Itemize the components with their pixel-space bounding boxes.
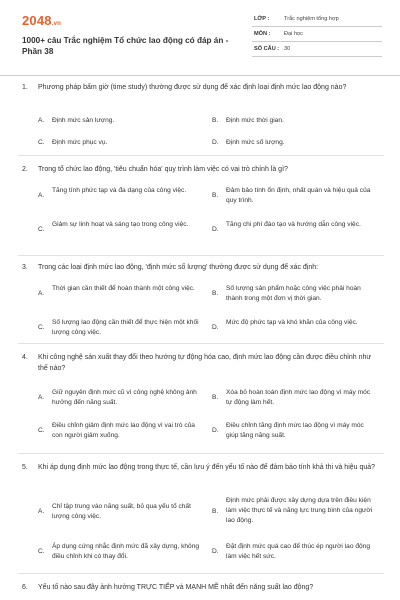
question-divider — [18, 343, 384, 344]
option-letter: A. — [38, 508, 45, 515]
question-divider — [18, 573, 384, 574]
option-text: Điều chỉnh tăng định mức lao động vì máy móc giúp tăng năng suất. — [226, 422, 364, 439]
meta-row-class — [252, 12, 382, 27]
option-text: Định mức số lượng. — [226, 139, 285, 146]
meta-row-subject — [252, 27, 382, 42]
meta-label: SỐ CÂU : — [254, 46, 280, 52]
option-text: Tăng chi phí đào tạo và hướng dẫn công việc. — [226, 221, 361, 228]
question-text: Khi áp dụng định mức lao động trong thực tế, cần lưu ý đến yếu tố nào để đảm bảo tính khả thi và hiệu quả? — [38, 464, 376, 471]
option-text: Định mức phục vụ. — [52, 139, 108, 146]
option-text: Chỉ tập trung vào năng suất, bỏ qua yếu tố chất lượng công việc. — [52, 503, 191, 520]
question-divider — [18, 255, 384, 256]
meta-label: MÔN : — [254, 31, 271, 37]
question-divider — [18, 155, 384, 156]
question-text: Yếu tố nào sau đây ảnh hưởng TRỰC TIẾP và MẠNH MẼ nhất đến năng suất lao động? — [38, 584, 314, 591]
option-text: Định mức sản lượng. — [52, 117, 115, 124]
option-text: Áp dụng cứng nhắc định mức đã xây dựng, không điều chỉnh khi có thay đổi. — [52, 543, 200, 560]
option-letter: C. — [38, 226, 45, 233]
option-letter: B. — [212, 394, 219, 401]
option-text: Đảm bảo tính ổn định, nhất quán và hiệu quả của quy trình. — [226, 187, 371, 204]
question-text: Trong các loại định mức lao động, 'định mức số lượng' thường được sử dụng để xác định: — [38, 264, 319, 271]
option-letter: A. — [38, 192, 45, 199]
option-letter: D. — [212, 324, 219, 331]
option-text: Xóa bỏ hoàn toàn định mức lao động vì máy móc tự động làm hết. — [226, 389, 371, 406]
option-text: Đặt định mức quá cao để thúc ép người lao động làm việc hết sức. — [226, 543, 371, 560]
option-letter: D. — [212, 226, 219, 233]
option-letter: D. — [212, 139, 219, 146]
meta-value: Đại học — [284, 31, 303, 37]
meta-value: 30 — [284, 46, 291, 52]
document-header — [0, 0, 400, 76]
option-text: Giảm sự linh hoạt và sáng tạo trong công việc. — [52, 221, 189, 228]
option-text: Thời gian cần thiết để hoàn thành một công việc. — [52, 285, 195, 292]
site-logo[interactable] — [22, 13, 61, 28]
logo-text: 2048 — [22, 13, 52, 28]
option-text: Tăng tính phức tạp và đa dạng của công việc. — [52, 187, 187, 194]
option-letter: D. — [212, 548, 219, 555]
meta-value: Trắc nghiệm tổng hợp — [284, 16, 339, 22]
question-number: 6. — [22, 584, 28, 591]
option-letter: B. — [212, 290, 219, 297]
option-text: Số lượng lao động cần thiết để thực hiện một khối lượng công việc. — [52, 319, 199, 336]
question-number: 5. — [22, 464, 28, 471]
option-letter: B. — [212, 508, 219, 515]
option-letter: D. — [212, 427, 219, 434]
option-text: Mức độ phức tạp và khó khăn của công việc. — [226, 319, 358, 326]
option-letter: C. — [38, 324, 45, 331]
question-text: Khi công nghệ sản xuất thay đổi theo hướng tự động hóa cao, định mức lao động cần được điều chỉnh như thế nào? — [38, 354, 372, 372]
meta-row-count — [252, 42, 382, 57]
option-letter: C. — [38, 427, 45, 434]
question-number: 1. — [22, 84, 28, 91]
option-letter: C. — [38, 548, 45, 555]
option-letter: C. — [38, 139, 45, 146]
question-text: Trong tổ chức lao động, 'tiêu chuẩn hóa' quy trình làm việc có vai trò chính là gì? — [38, 166, 288, 173]
option-text: Định mức phải được xây dựng dựa trên điều kiện làm việc thực tế và năng lực trung bình của người lao động. — [226, 497, 373, 524]
option-letter: A. — [38, 290, 45, 297]
question-divider — [18, 453, 384, 454]
option-letter: A. — [38, 394, 45, 401]
option-text: Định mức thời gian. — [226, 117, 284, 124]
meta-label: LỚP : — [254, 16, 270, 22]
option-text: Số lượng sản phẩm hoặc công việc phải hoàn thành trong một đơn vị thời gian. — [226, 285, 361, 302]
option-letter: A. — [38, 117, 45, 124]
question-number: 3. — [22, 264, 28, 271]
option-text: Giữ nguyên định mức cũ vì công nghệ không ảnh hưởng đến năng suất. — [52, 389, 197, 406]
question-text: Phương pháp bấm giờ (time study) thường được sử dụng để xác định loại định mức lao động nào? — [38, 84, 347, 91]
logo-suffix: .vn — [51, 21, 62, 27]
question-number: 2. — [22, 166, 28, 173]
option-letter: B. — [212, 117, 219, 124]
question-number: 4. — [22, 354, 28, 361]
option-text: Điều chỉnh giảm định mức lao động vì vai trò của con người giảm xuống. — [52, 422, 195, 439]
document-title: 1000+ câu Trắc nghiệm Tổ chức lao động có đáp án - Phần 38 — [22, 36, 229, 56]
option-letter: B. — [212, 192, 219, 199]
meta-table — [252, 12, 382, 57]
